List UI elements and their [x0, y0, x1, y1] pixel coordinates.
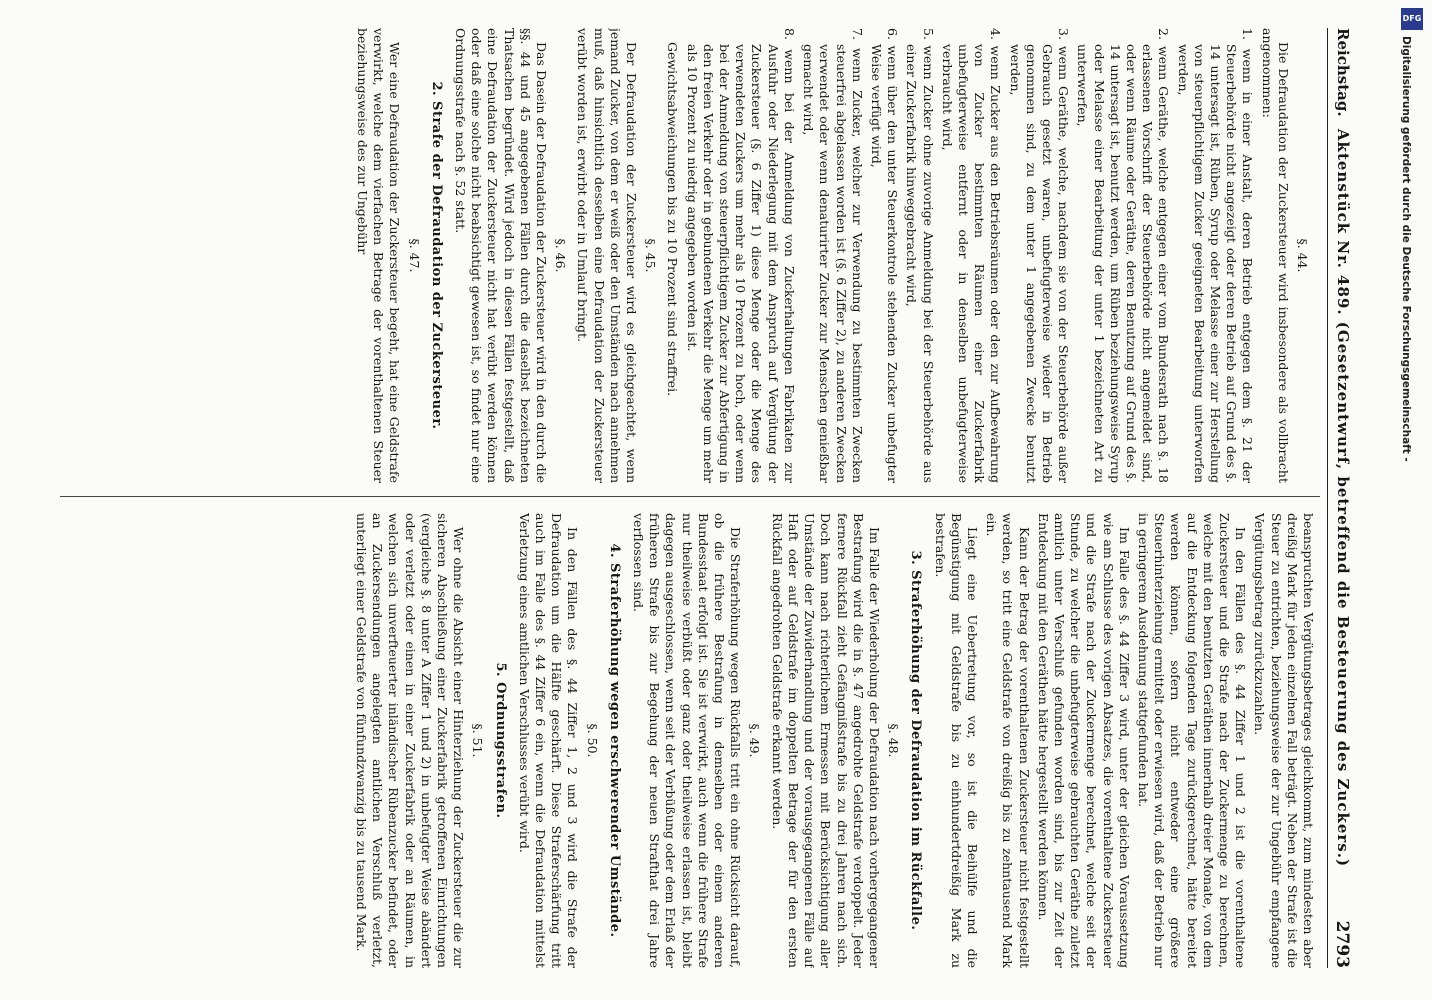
section-heading-45: §. 45. — [643, 238, 659, 273]
list-item: 8. wenn bei der Anmeldung von Zuckerhaltungen Fabrikaten zur Ausfuhr oder Niederlegung mit dem Anspruch auf Vergütung der Zuckersteuer (§. 6 Ziffer 1) diese Menge oder die Menge des verwendeten Zuckers um mehr als 10 Prozent zu hoch, oder wenn bei der Anmeldung von steuerpflichtigem Zucker zur Abfertigung in den freien Verkehr oder in gebundenen Verkehr die Menge um mehr als 10 Prozent zu niedrig angegeben worden ist. — [684, 28, 797, 483]
paragraph: Das Dasein der Defraudation der Zuckersteuer wird in den durch die §§. 44 und 45 angegebenen Fällen durch die daselbst bezeichneten Thatsachen begründet. Wird jedoch in diesen Fällen festgestellt, daß eine Defraudation der Zuckersteuer nicht hat verübt werden können oder daß eine solche nicht beabsichtigt gewesen ist, so findet nur eine Ordnungsstrafe nach §. 52 statt. — [453, 28, 550, 483]
paragraph: Im Falle der Wiederholung der Defraudation nach vorhergegangener Bestrafung wird die in §. 47 angedrohte Geldstrafe verdoppelt. Jeder fernere Rückfall zieht Gefängnißstrafe bis zu drei Jahren nach sich. Doch kann nach richterlichem Ermessen mit Berücksichtigung aller Umstände der Zuwiderhandlung und der vorausgegangenen Fälle auf Haft oder auf Geldstrafe im doppelten Betrage der für den ersten Rückfall angedrohten Geldstrafe erkannt werden. — [769, 513, 882, 968]
section-heading-49: §. 49. — [747, 723, 763, 758]
paragraph: In den Fällen des §. 44 Ziffer 1, 2 und 3 wird die Strafe der Defraudation um die Hälfte geschärft. Diese Straferschärfung tritt auch im Falle des §. 44 Ziffer 6 ein, wenn die Defraudation mittelst Verletzung eines amtlichen Verschlusses verübt wird. — [516, 513, 581, 968]
credit-text: Digitalisierung gefördert durch die Deutsche Forschungsgemeinschaft - — [1400, 36, 1412, 462]
paragraph: Die Defraudation der Zuckersteuer wird insbesondere als vollbracht angenommen: — [1259, 28, 1291, 483]
list-item: 1. wenn in einer Anstalt, deren Betrieb entgegen dem §. 21 der Steuerbehörde nicht angezeigt oder deren Betrieb auf Grund des §. 14 untersagt ist, Rüben, Syrup oder Melasse einer zur Herstellung von steuerpflichtigem Zucker geeigneten Bearbeitung unterworfen werden, — [1175, 28, 1256, 483]
section-heading-46: §. 46. — [553, 238, 569, 273]
paragraph: Der Defraudation der Zuckersteuer wird es gleichgeachtet, wenn jemand Zucker, von dem er weiß oder den Umständen nach annehmen muß, daß hinsichtlich desselben eine Defraudation der Zuckersteuer verübt worden ist, erwirbt oder in Umlauf bringt. — [575, 28, 640, 483]
paragraph: Wer eine Defraudation der Zuckersteuer begeht, hat eine Geldstrafe verwirkt, welche dem vierfachen Betrage der vorenthaltenen Steuer beziehungsweise des zur Ungebühr — [355, 28, 403, 483]
section-heading-44: §. 44. — [1295, 238, 1310, 273]
chapter-heading-4: 4. Straferhöhung wegen erschwerender Umstände. — [606, 543, 622, 938]
paragraph: Liegt eine Uebertretung vor, so ist die Beihülfe und die Begünstigung mit Geldstrafe bis zu einhundertdreißig Mark zu bestrafen. — [932, 513, 980, 968]
right-column — [66, 513, 1316, 968]
header-title: Aktenstück Nr. 489. (Gesetzentwurf, betreffend die Besteuerung des Zuckers.) — [1334, 128, 1352, 868]
list-item: 3. wenn Geräthe, welche, nachdem sie von der Steuerbehörde außer Gebrauch gesetzt waren, unbefugterweise wieder in Betrieb genommen sind, zu dem unter 1 angegebenen Zwecke benutzt werden, — [1007, 28, 1072, 483]
paragraph: Die Straferhöhung wegen Rückfalls tritt ein ohne Rücksicht darauf, ob die frühere Bestrafung in demselben oder einem anderen Bundesstaat erfolgt ist. Sie ist verwirkt, auch wenn die frühere Strafe nur theilweise verbüßt oder ganz oder theilweise erlassen ist, bleibt dagegen ausgeschlossen, wenn seit der Verbüßung oder dem Erlaß der früheren Strafe bis zur Begehung der neuen Strafthat drei Jahre verflossen sind. — [631, 513, 744, 968]
paragraph: Im Falle des §. 44 Ziffer 3 wird, unter der gleichen Voraussetzung wie am Schlusse des vorigen Absatzes, die vorenthaltene Zuckersteuer und die Strafe nach der Zuckermenge berechnet, welche seit der Stunde, zu welcher die unbefugterweise gebrauchten Geräthe zuletzt amtlich unter Verschluß gefunden worden sind, bis zur Zeit der Entdeckung mit den Geräthen hätte hergestellt werden können. — [1035, 513, 1132, 968]
chapter-heading-2: 2. Strafe der Defraudation der Zuckersteuer. — [428, 81, 444, 430]
section-heading-47: §. 47. — [406, 238, 422, 273]
section-heading-48: §. 48. — [886, 723, 902, 758]
list-item: 7. wenn Zucker, welcher zur Verwendung zu bestimmten Zwecken steuerfrei abgelassen worden ist (§. 6 Ziffer 2), zu anderen Zwecken verwendet oder wenn denaturirter Zucker zur Menschen genießbar gemacht wird, — [801, 28, 865, 483]
list-item: 4. wenn Zucker aus den Betriebsräumen oder den zur Aufbewahrung von Zucker bestimmten Räumen einer Zuckerfabrik unbefugterweise entfernt oder in denselben unbefugterweise verbraucht wird, — [939, 28, 1004, 483]
list-item: 2. wenn Geräthe, welche entgegen einer vom Bundesrath nach §. 18 erlassenen Vorschrift der Steuerbehörde nicht angemeldet sind, oder wenn Räume oder Geräthe, deren Benutzung auf Grund des §. 14 untersagt ist, benutzt werden, um Rüben beziehungsweise Syrup oder Melasse einer Bearbeitung der unter 1 bezeichneten Art zu unterwerfen, — [1075, 28, 1172, 483]
section-heading-50: §. 50. — [584, 723, 600, 758]
list-item: 6. wenn über den unter Steuerkontrole stehenden Zucker unbefugter Weise verfügt wird, — [868, 28, 901, 483]
column-divider — [60, 496, 1320, 497]
credit-text-wrap — [1398, 36, 1426, 996]
paragraph: Kann der Betrag der vorenthaltenen Zuckersteuer nicht festgestellt werden, so tritt eine Geldstrafe von dreißig bis zu zehntausend Mark ein. — [984, 513, 1032, 968]
left-column — [66, 28, 1316, 483]
list-item: 5. wenn Zucker ohne zuvorige Anmeldung bei der Steuerbehörde aus einer Zuckerfabrik hinweggebracht wird, — [904, 28, 936, 483]
paragraph: In den Fällen des §. 44 Ziffer 1 und 2 ist die vorenthaltene Zuckersteuer und die Strafe nach der Zuckermenge zu berechnen, welche mit den benutzten Geräthen innerhalb dreier Monate, von dem auf die Entdeckung folgenden Tage zurückgerechnet, hätte bereitet werden können, sofern nicht entweder eine größere Steuerhinterziehung ermittelt oder erwiesen wird, daß der Betrieb nur in geringerem Ausdehnung stattgefunden hat. — [1135, 513, 1249, 968]
digitization-credit — [1398, 6, 1426, 994]
page-header — [1327, 28, 1352, 968]
section-heading-51: §. 51. — [470, 723, 486, 758]
page-number: 2793 — [1332, 920, 1352, 968]
header-left: Reichstag. — [1334, 28, 1352, 117]
dfg-logo: DFG — [1401, 8, 1423, 30]
chapter-heading-5: 5. Ordnungsstrafen. — [492, 662, 508, 819]
paragraph: beanspruchten Vergütungsbetrages gleichkommt, zum mindesten aber dreißig Mark für jeden einzelnen Fall beträgt. Neben der Strafe ist die Steuer zu entrichten, beziehungsweise der zur Ungebühr empfangene Vergütungsbetrag zurückzuzahlen. — [1252, 513, 1316, 968]
paragraph: Gewichtsabweichungen bis zu 10 Prozent sind straffrei. — [665, 42, 681, 397]
paragraph: Wer ohne die Absicht einer Hinterziehung der Zuckersteuer die zur sicheren Abschließung einer Zuckerfabrik getroffenen Einrichtungen (vergleiche §. 8 unter A Ziffer 1 und 2) in unbefugter Weise abändert oder verletzt oder einen in einer Zuckerfabrik oder an Räumen, in welchen sich unverfteuerter inländischer Rübenzucker befindet, oder an Zuckersendungen angelegten amtlichen Verschluß verletzt, unterliegt einer Geldstrafe von fünfundzwanzig bis zu tausend Mark. — [354, 513, 467, 968]
chapter-heading-3: 3. Straferhöhung der Defraudation im Rückfalle. — [908, 550, 924, 931]
